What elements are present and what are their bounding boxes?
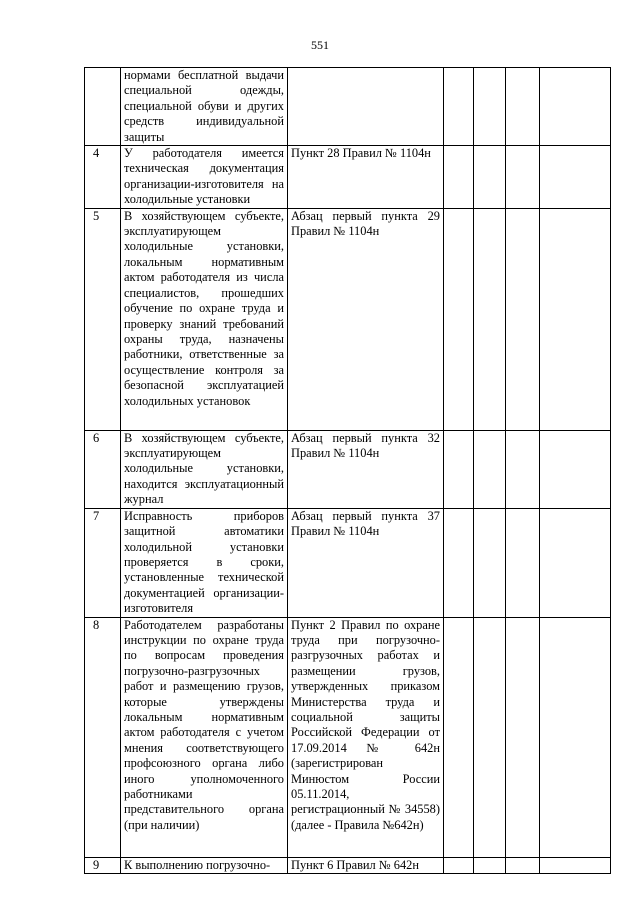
legal-reference: [288, 508, 444, 617]
comment-cell: [540, 68, 611, 146]
answer-cell-yes: [444, 208, 474, 430]
answer-cell-yes: [444, 857, 474, 873]
answer-cell-yes: [444, 68, 474, 146]
row-number: 9: [85, 857, 121, 873]
requirement-text: [121, 208, 288, 430]
answer-cell-no: [474, 857, 506, 873]
legal-reference-content: Абзац первый пункта 32 Правил № 1104н: [291, 430, 440, 461]
table-row: [85, 857, 611, 873]
row-number: [85, 68, 121, 146]
requirement-text-content: В хозяйствующем субъекте, эксплуатирующем холодильные установки, локальным нормативным актом работодателя из числа специалистов, прошедших обучение по охране труда и проверку знаний требований охраны труда, назначены работники, ответственные за осуществление контроля за безопасной эксплуатацией холодильных установок: [124, 208, 284, 408]
answer-cell-na: [506, 857, 540, 873]
legal-reference: [288, 68, 444, 146]
row-number: 7: [85, 508, 121, 617]
answer-cell-na: [506, 617, 540, 857]
answer-cell-na: [506, 68, 540, 146]
requirement-text-content: нормами бесплатной выдачи специальной одежды, специальной обуви и других средств индивидуальной защиты: [124, 68, 284, 144]
legal-reference: [288, 857, 444, 873]
table-row: [85, 508, 611, 617]
row-number: 6: [85, 430, 121, 508]
requirement-text-content: В хозяйствующем субъекте, эксплуатирующем холодильные установки, находится эксплуатационный журнал: [124, 430, 284, 507]
comment-cell: [540, 208, 611, 430]
answer-cell-no: [474, 617, 506, 857]
requirement-text-content: Исправность приборов защитной автоматики холодильной установки проверяется в сроки, установленные технической документацией организации-изготовителя: [124, 508, 284, 616]
answer-cell-no: [474, 508, 506, 617]
answer-cell-yes: [444, 617, 474, 857]
requirement-text-content: Работодателем разработаны инструкции по охране труда по вопросам проведения погрузочно-разгрузочных работ и размещению грузов, которые утверждены локальным нормативным актом работодателя с учетом мнения соответствующего профсоюзного органа либо иного уполномоченного работниками представительного органа (при наличии): [124, 617, 284, 832]
row-number: 5: [85, 208, 121, 430]
table-row: [85, 430, 611, 508]
answer-cell-yes: [444, 508, 474, 617]
legal-reference-content: Пункт 6 Правил № 642н: [291, 857, 419, 872]
requirement-text-content: У работодателя имеется техническая документация организации-изготовителя на холодильные установки: [124, 146, 284, 207]
requirement-text: [121, 857, 288, 873]
requirement-text: [121, 146, 288, 209]
requirement-text: [121, 430, 288, 508]
answer-cell-na: [506, 430, 540, 508]
checklist-table: [84, 67, 611, 874]
row-number: 8: [85, 617, 121, 857]
comment-cell: [540, 508, 611, 617]
answer-cell-na: [506, 508, 540, 617]
comment-cell: [540, 430, 611, 508]
answer-cell-no: [474, 146, 506, 209]
row-number: 4: [85, 146, 121, 209]
table-row: [85, 68, 611, 146]
page-number: 551: [311, 38, 329, 52]
legal-reference-content: Пункт 2 Правил по охране труда при погрузочно-разгрузочных работах и размещении грузов, утвержденных приказом Министерства труда и социальной защиты Российской Федерации от 17.09.2014 № 642н (зарегистрирован Минюстом России 05.11.2014, регистрационный № 34558) (далее - Правила №642н): [291, 617, 440, 832]
answer-cell-no: [474, 208, 506, 430]
table-row: [85, 208, 611, 430]
comment-cell: [540, 146, 611, 209]
answer-cell-yes: [444, 430, 474, 508]
legal-reference-content: Абзац первый пункта 37 Правил № 1104н: [291, 508, 440, 539]
requirement-text: [121, 617, 288, 857]
legal-reference: [288, 430, 444, 508]
answer-cell-na: [506, 208, 540, 430]
table-row: [85, 617, 611, 857]
legal-reference: [288, 617, 444, 857]
comment-cell: [540, 617, 611, 857]
legal-reference: [288, 146, 444, 209]
legal-reference-content: Абзац первый пункта 29 Правил № 1104н: [291, 208, 440, 239]
answer-cell-yes: [444, 146, 474, 209]
legal-reference: [288, 208, 444, 430]
table-row: [85, 146, 611, 209]
legal-reference-content: Пункт 28 Правил № 1104н: [291, 146, 431, 161]
answer-cell-no: [474, 68, 506, 146]
requirement-text: [121, 508, 288, 617]
requirement-text: [121, 68, 288, 146]
requirement-text-content: К выполнению погрузочно-: [124, 857, 271, 872]
comment-cell: [540, 857, 611, 873]
answer-cell-na: [506, 146, 540, 209]
answer-cell-no: [474, 430, 506, 508]
